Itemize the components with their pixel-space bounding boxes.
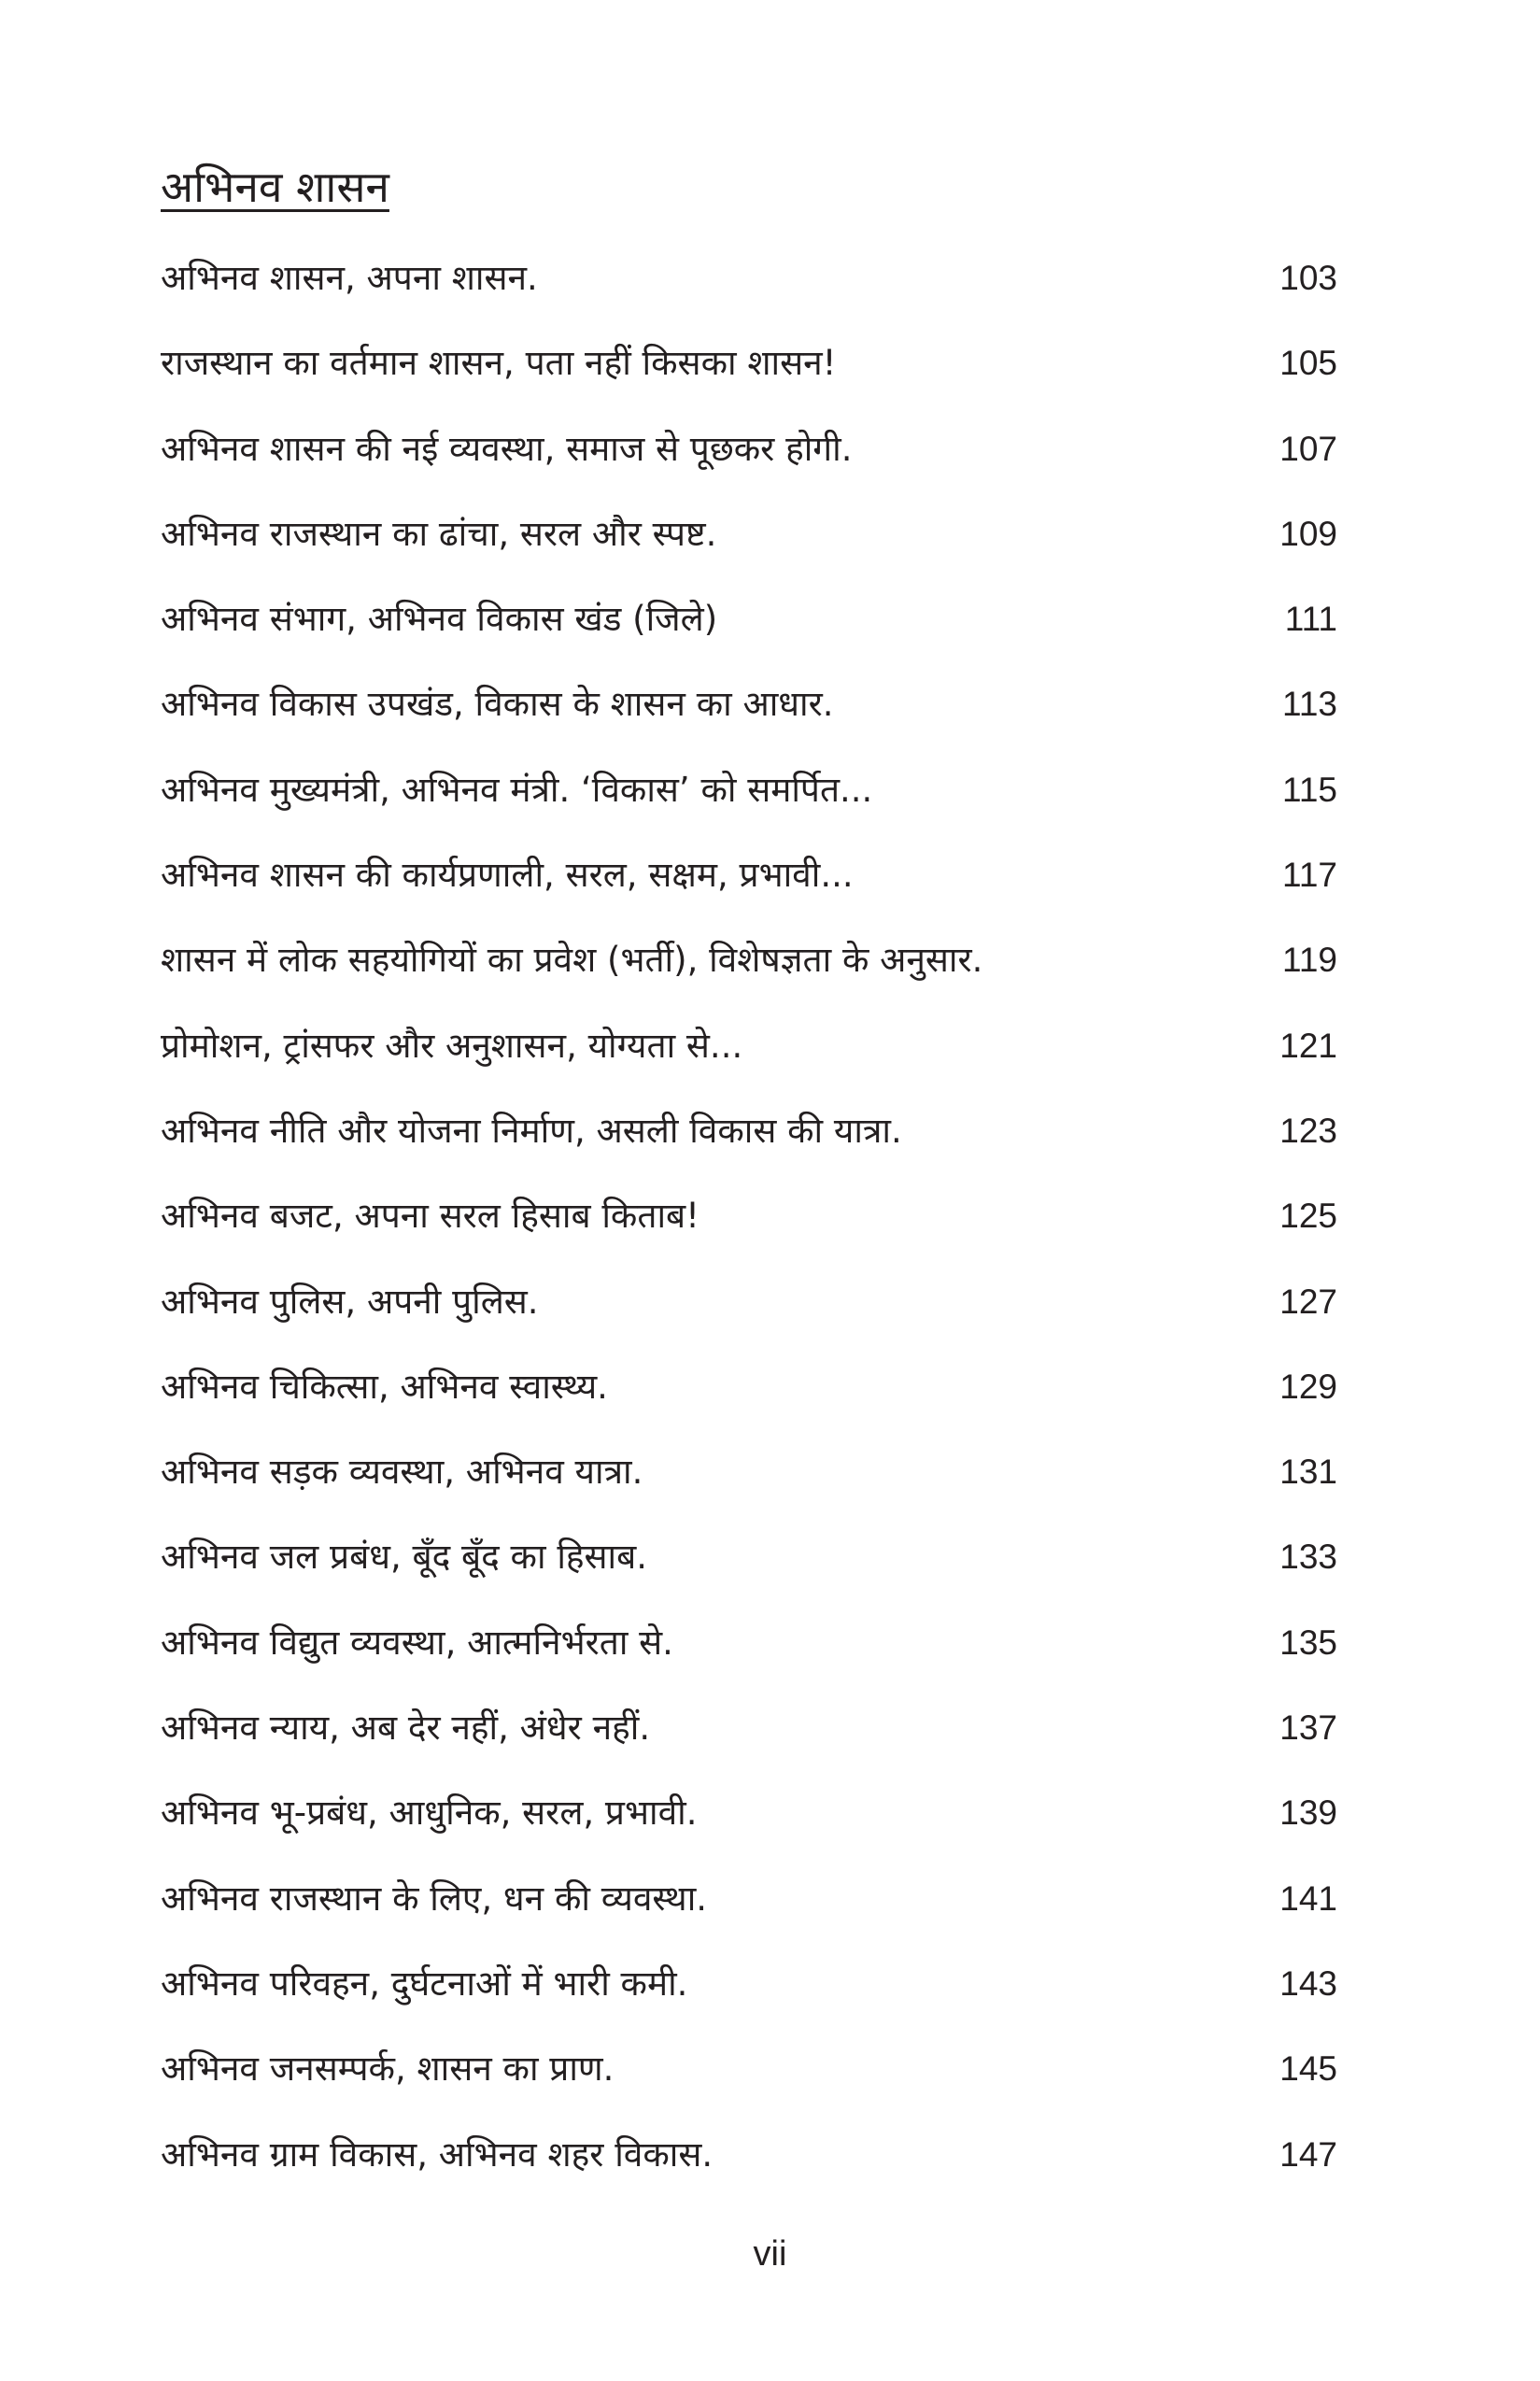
toc-entry-page: 145 bbox=[1279, 2049, 1337, 2089]
toc-entry bbox=[161, 1529, 1337, 1614]
toc-entry bbox=[161, 1018, 1337, 1103]
toc-entry bbox=[161, 591, 1337, 676]
toc-entry bbox=[161, 1188, 1337, 1273]
toc-entry bbox=[161, 1700, 1337, 1785]
toc-entry-page: 139 bbox=[1279, 1793, 1337, 1833]
toc-entry bbox=[161, 1871, 1337, 1956]
toc-entry-title: अभिनव बजट, अपना सरल हिसाब किताब! bbox=[161, 1196, 699, 1237]
toc-entry-page: 111 bbox=[1284, 600, 1337, 639]
toc-entry bbox=[161, 1615, 1337, 1700]
toc-entry-title: प्रोमोशन, ट्रांसफर और अनुशासन, योग्यता से... bbox=[161, 1025, 743, 1066]
toc-entry-page: 117 bbox=[1282, 856, 1337, 895]
toc-entry-title: अभिनव मुख्यमंत्री, अभिनव मंत्री. ‘विकास’ को समर्पित... bbox=[161, 769, 873, 810]
toc-entry-title: अभिनव परिवहन, दुर्घटनाओं में भारी कमी. bbox=[161, 1963, 688, 2004]
toc-entry bbox=[161, 932, 1337, 1017]
toc-entry-title: अभिनव ग्राम विकास, अभिनव शहर विकास. bbox=[161, 2133, 713, 2175]
toc-entry-page: 131 bbox=[1279, 1453, 1337, 1492]
toc-entry bbox=[161, 762, 1337, 847]
toc-entry bbox=[161, 1359, 1337, 1444]
toc-entry-page: 105 bbox=[1279, 344, 1337, 383]
toc-entry-page: 147 bbox=[1279, 2134, 1337, 2174]
toc-entry-page: 127 bbox=[1279, 1282, 1337, 1321]
toc-entry-page: 103 bbox=[1279, 259, 1337, 297]
toc-entry bbox=[161, 2041, 1337, 2126]
toc-entry bbox=[161, 1103, 1337, 1188]
toc-entry-title: अभिनव संभाग, अभिनव विकास खंड (जिले) bbox=[161, 599, 718, 640]
toc-entry-title: अभिनव सड़क व्यवस्था, अभिनव यात्रा. bbox=[161, 1452, 643, 1493]
toc-entry-page: 115 bbox=[1282, 770, 1337, 809]
toc-entry-title: अभिनव शासन की नई व्यवस्था, समाज से पूछकर होगी. bbox=[161, 428, 853, 469]
toc-entry-title: अभिनव शासन, अपना शासन. bbox=[161, 258, 538, 298]
toc-entry-page: 107 bbox=[1279, 429, 1337, 468]
toc-entry-page: 123 bbox=[1279, 1111, 1337, 1150]
toc-entry-title: अभिनव राजस्थान का ढांचा, सरल और स्पष्ट. bbox=[161, 513, 717, 554]
toc-entry-page: 133 bbox=[1279, 1538, 1337, 1577]
toc-entry-title: अभिनव विद्युत व्यवस्था, आत्मनिर्भरता से. bbox=[161, 1622, 673, 1663]
toc-entry-title: अभिनव राजस्थान के लिए, धन की व्यवस्था. bbox=[161, 1878, 708, 1919]
toc-entry-title: अभिनव नीति और योजना निर्माण, असली विकास की यात्रा. bbox=[161, 1110, 902, 1151]
toc-entry-page: 109 bbox=[1279, 514, 1337, 553]
toc-entry-title: अभिनव जल प्रबंध, बूँद बूँद का हिसाब. bbox=[161, 1537, 648, 1578]
table-of-contents bbox=[161, 250, 1337, 2212]
toc-entry bbox=[161, 1274, 1337, 1359]
toc-entry bbox=[161, 250, 1337, 335]
toc-entry-title: अभिनव भू-प्रबंध, आधुनिक, सरल, प्रभावी. bbox=[161, 1793, 698, 1834]
toc-entry-page: 135 bbox=[1279, 1623, 1337, 1662]
toc-entry bbox=[161, 2127, 1337, 2212]
toc-entry bbox=[161, 1956, 1337, 2041]
toc-entry-title: अभिनव चिकित्सा, अभिनव स्वास्थ्य. bbox=[161, 1366, 608, 1407]
toc-entry-page: 119 bbox=[1282, 941, 1337, 980]
page-number: vii bbox=[753, 2234, 787, 2274]
toc-entry-title: अभिनव न्याय, अब देर नहीं, अंधेर नहीं. bbox=[161, 1708, 651, 1749]
toc-entry-title: अभिनव जनसम्पर्क, शासन का प्राण. bbox=[161, 2048, 615, 2090]
toc-entry bbox=[161, 335, 1337, 420]
toc-entry bbox=[161, 676, 1337, 761]
toc-entry bbox=[161, 421, 1337, 506]
toc-entry-title: राजस्थान का वर्तमान शासन, पता नहीं किसका शासन! bbox=[161, 343, 837, 384]
toc-entry-page: 129 bbox=[1279, 1367, 1337, 1406]
section-heading: अभिनव शासन bbox=[161, 162, 389, 212]
toc-entry-page: 137 bbox=[1279, 1708, 1337, 1748]
toc-entry-page: 113 bbox=[1282, 685, 1337, 724]
toc-entry-title: अभिनव विकास उपखंड, विकास के शासन का आधार. bbox=[161, 684, 834, 725]
toc-entry bbox=[161, 1444, 1337, 1529]
toc-entry-page: 143 bbox=[1279, 1963, 1337, 2003]
toc-entry bbox=[161, 506, 1337, 591]
toc-entry bbox=[161, 847, 1337, 932]
toc-entry-title: शासन में लोक सहयोगियों का प्रवेश (भर्ती), विशेषज्ञता के अनुसार. bbox=[161, 940, 983, 981]
toc-entry-page: 141 bbox=[1279, 1878, 1337, 1918]
toc-entry-page: 121 bbox=[1279, 1026, 1337, 1065]
toc-entry bbox=[161, 1785, 1337, 1870]
toc-entry-page: 125 bbox=[1279, 1197, 1337, 1236]
toc-entry-title: अभिनव पुलिस, अपनी पुलिस. bbox=[161, 1281, 539, 1322]
toc-entry-title: अभिनव शासन की कार्यप्रणाली, सरल, सक्षम, प्रभावी... bbox=[161, 855, 854, 896]
